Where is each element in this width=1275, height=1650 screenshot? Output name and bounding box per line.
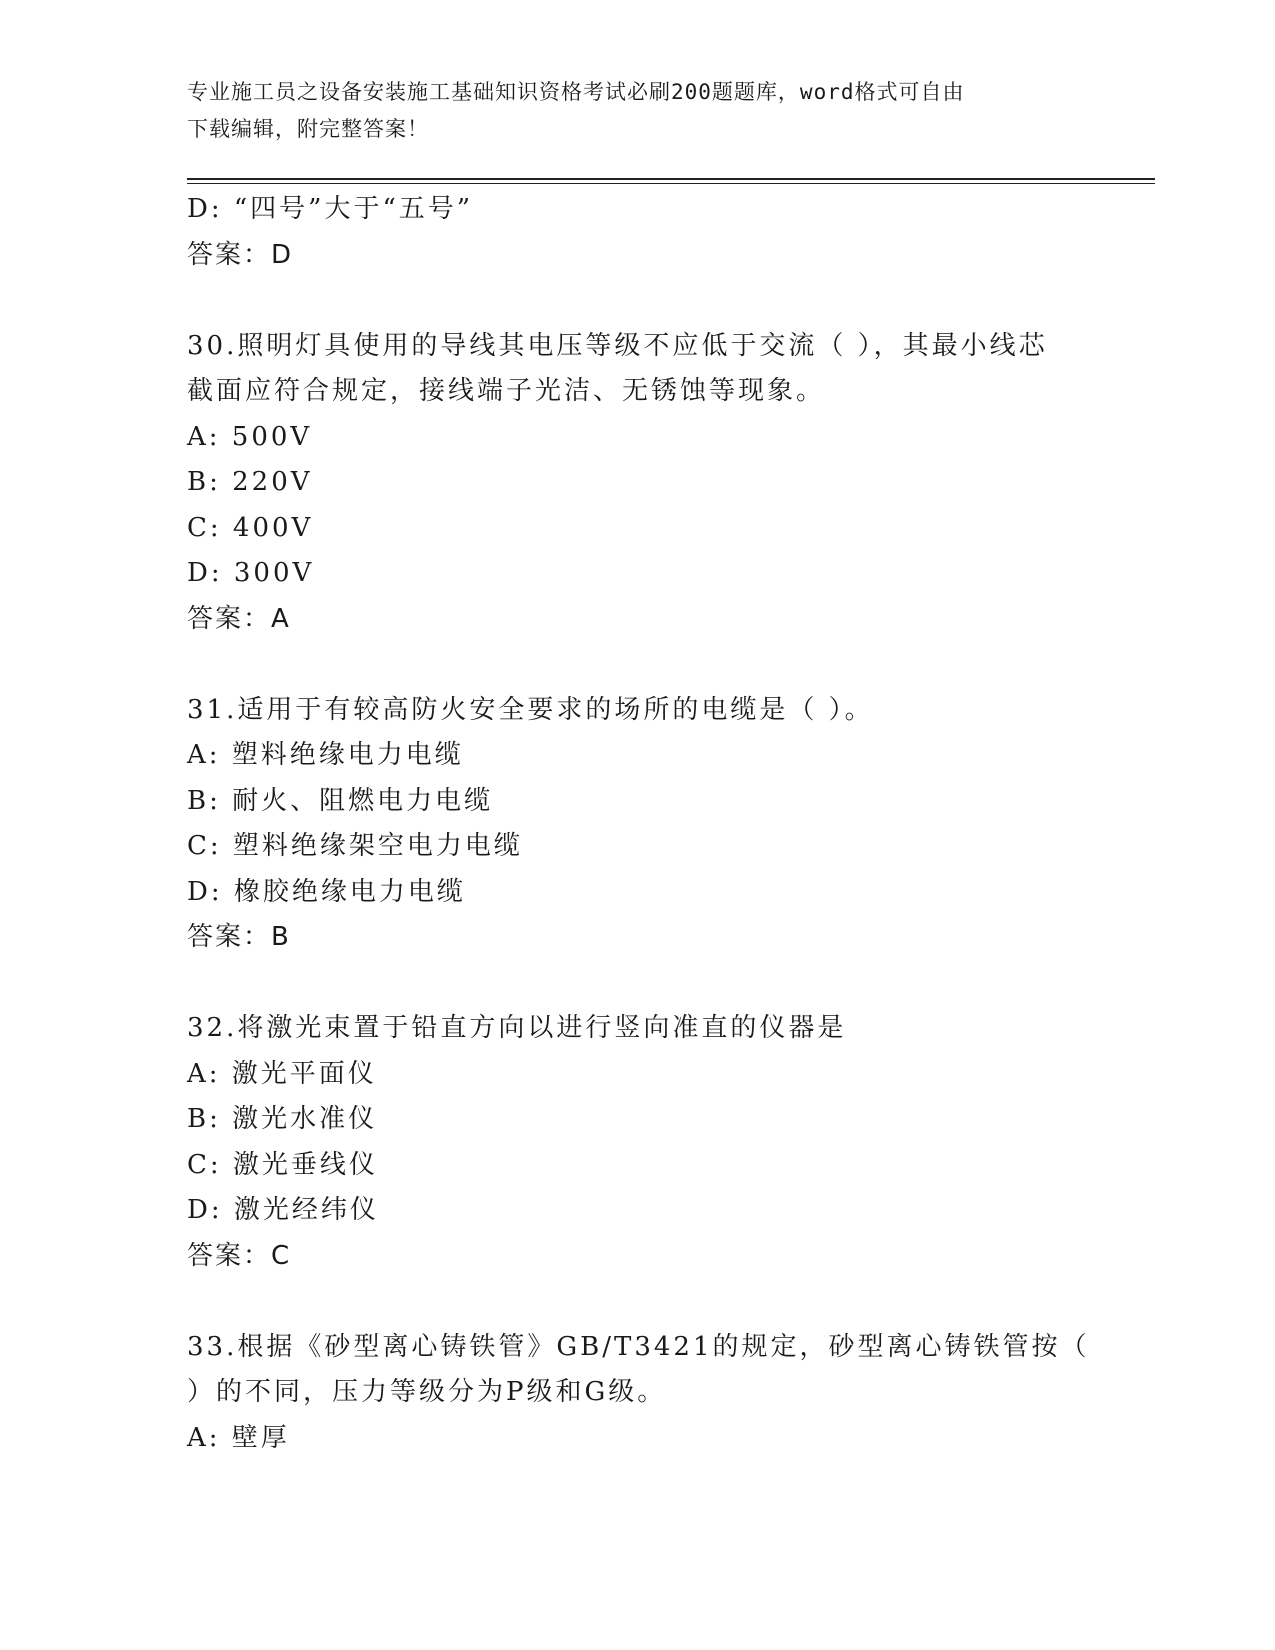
option-d: D: 激光经纬仪 (187, 1195, 379, 1225)
question-30 (187, 324, 1087, 643)
question-stem-line: 截面应符合规定，接线端子光洁、无锈蚀等现象。 (187, 376, 826, 406)
option-d: D: 300V (187, 558, 315, 588)
question-33 (187, 1325, 1090, 1462)
answer: 答案：C (187, 1240, 292, 1271)
option-c: C: 400V (187, 512, 314, 543)
carryover-option-d: D: “四号”大于“五号” (187, 194, 474, 224)
option-a: A: 壁厚 (187, 1422, 290, 1453)
header-divider-thin (187, 183, 1155, 184)
option-b: B: 激光水准仪 (187, 1104, 378, 1134)
option-a: A: 塑料绝缘电力电缆 (187, 740, 464, 770)
carryover-answer: 答案：D (187, 239, 294, 270)
option-a: A: 激光平面仪 (187, 1058, 377, 1089)
question-31 (187, 688, 1087, 961)
question-list (187, 187, 1090, 1461)
question-stem-line: 31.适用于有较高防火安全要求的场所的电缆是（ ）。 (187, 694, 874, 725)
spacer (187, 278, 1087, 324)
option-b: B: 220V (187, 467, 313, 497)
question-stem-line: ）的不同，压力等级分为P级和G级。 (187, 1377, 667, 1407)
spacer (187, 1279, 1087, 1325)
header-title-line-1: 专业施工员之设备安装施工基础知识资格考试必刷200题题库，word格式可自由 (187, 80, 965, 104)
question-stem-line: 32.将激光束置于铅直方向以进行竖向准直的仪器是 (187, 1013, 847, 1043)
question-stem-line: 33.根据《砂型离心铸铁管》GB/T3421的规定，砂型离心铸铁管按（ (187, 1331, 1090, 1362)
option-d: D: 橡胶绝缘电力电缆 (187, 876, 466, 907)
option-b: B: 耐火、阻燃电力电缆 (187, 785, 494, 816)
option-c: C: 激光垂线仪 (187, 1149, 378, 1180)
option-a: A: 500V (187, 421, 313, 452)
header-title-line-2: 下载编辑，附完整答案！ (187, 117, 429, 141)
spacer (187, 961, 1087, 1007)
answer: 答案：A (187, 603, 291, 634)
answer: 答案：B (187, 922, 291, 952)
option-c: C: 塑料绝缘架空电力电缆 (187, 831, 523, 861)
question-stem-line: 30.照明灯具使用的导线其电压等级不应低于交流（ ），其最小线芯 (187, 330, 1048, 361)
question-32 (187, 1006, 1087, 1279)
header-divider-thick (187, 178, 1155, 180)
spacer (187, 642, 1087, 688)
document-header (187, 74, 1067, 148)
